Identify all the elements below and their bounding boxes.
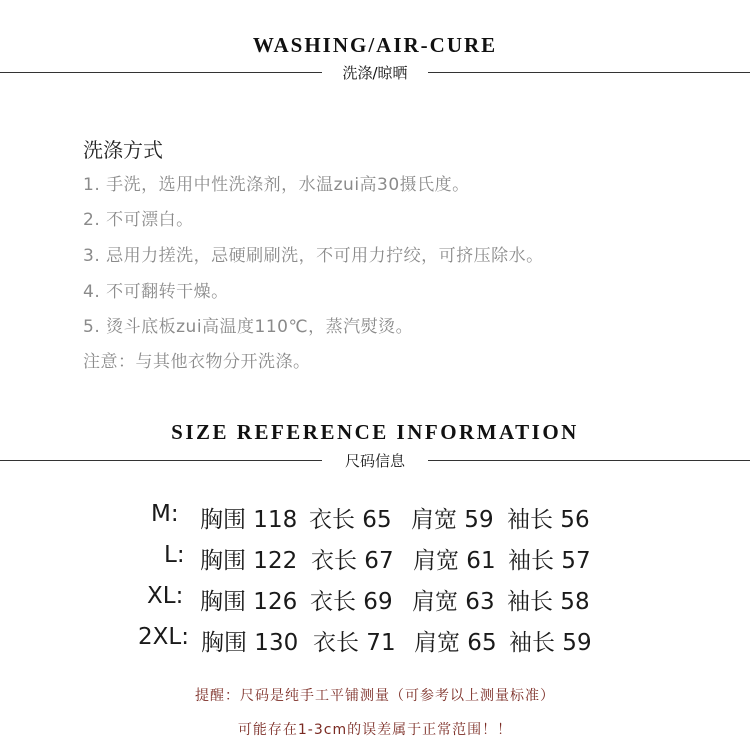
- size-title: SIZE REFERENCE INFORMATION: [171, 420, 579, 444]
- care-line-5: 5. 烫斗底板zui高温度110℃，蒸汽熨烫。: [83, 317, 414, 337]
- shoulder-value: 肩宽 61: [413, 548, 496, 574]
- size-label: L:: [164, 542, 185, 568]
- washing-rule-right: [428, 72, 750, 73]
- washing-title: WASHING/AIR-CURE: [252, 33, 498, 57]
- length-value: 衣长 65: [309, 507, 392, 533]
- sleeve-value: 袖长 56: [507, 507, 590, 533]
- sleeve-value: 袖长 59: [509, 630, 592, 656]
- chest-value: 胸围 130: [201, 630, 299, 656]
- sleeve-value: 袖长 57: [508, 548, 591, 574]
- tolerance-note: 可能存在1-3cm的误差属于正常范围！！: [237, 722, 513, 738]
- washing-rule-left: [0, 72, 322, 73]
- length-value: 衣长 71: [313, 630, 396, 656]
- chest-value: 胸围 126: [200, 589, 298, 615]
- size-label: M:: [151, 501, 179, 527]
- shoulder-value: 肩宽 59: [411, 507, 494, 533]
- size-label: XL:: [147, 583, 184, 609]
- care-line-2: 2. 不可漂白。: [83, 210, 194, 230]
- care-heading: 洗涤方式: [83, 138, 163, 162]
- chest-value: 胸围 122: [200, 548, 298, 574]
- size-rule-left: [0, 460, 322, 461]
- size-table: [138, 489, 609, 659]
- care-note: 注意：与其他衣物分开洗涤。: [83, 352, 311, 372]
- washing-subtitle: 洗涤/晾晒: [342, 64, 408, 82]
- care-line-1: 1. 手洗，选用中性洗涤剂，水温zui高30摄氏度。: [83, 175, 470, 195]
- chest-value: 胸围 118: [200, 507, 298, 533]
- measurement-note: 提醒：尺码是纯手工平铺测量（可参考以上测量标准）: [195, 688, 555, 704]
- size-label: 2XL:: [138, 624, 189, 650]
- care-line-3: 3. 忌用力搓洗，忌硬刷刷洗，不可用力拧绞，可挤压除水。: [83, 246, 544, 266]
- shoulder-value: 肩宽 63: [412, 589, 495, 615]
- size-rule-right: [428, 460, 750, 461]
- size-subtitle: 尺码信息: [344, 452, 405, 470]
- length-value: 衣长 69: [310, 589, 393, 615]
- shoulder-value: 肩宽 65: [414, 630, 497, 656]
- sleeve-value: 袖长 58: [507, 589, 590, 615]
- length-value: 衣长 67: [311, 548, 394, 574]
- care-line-4: 4. 不可翻转干燥。: [83, 282, 229, 302]
